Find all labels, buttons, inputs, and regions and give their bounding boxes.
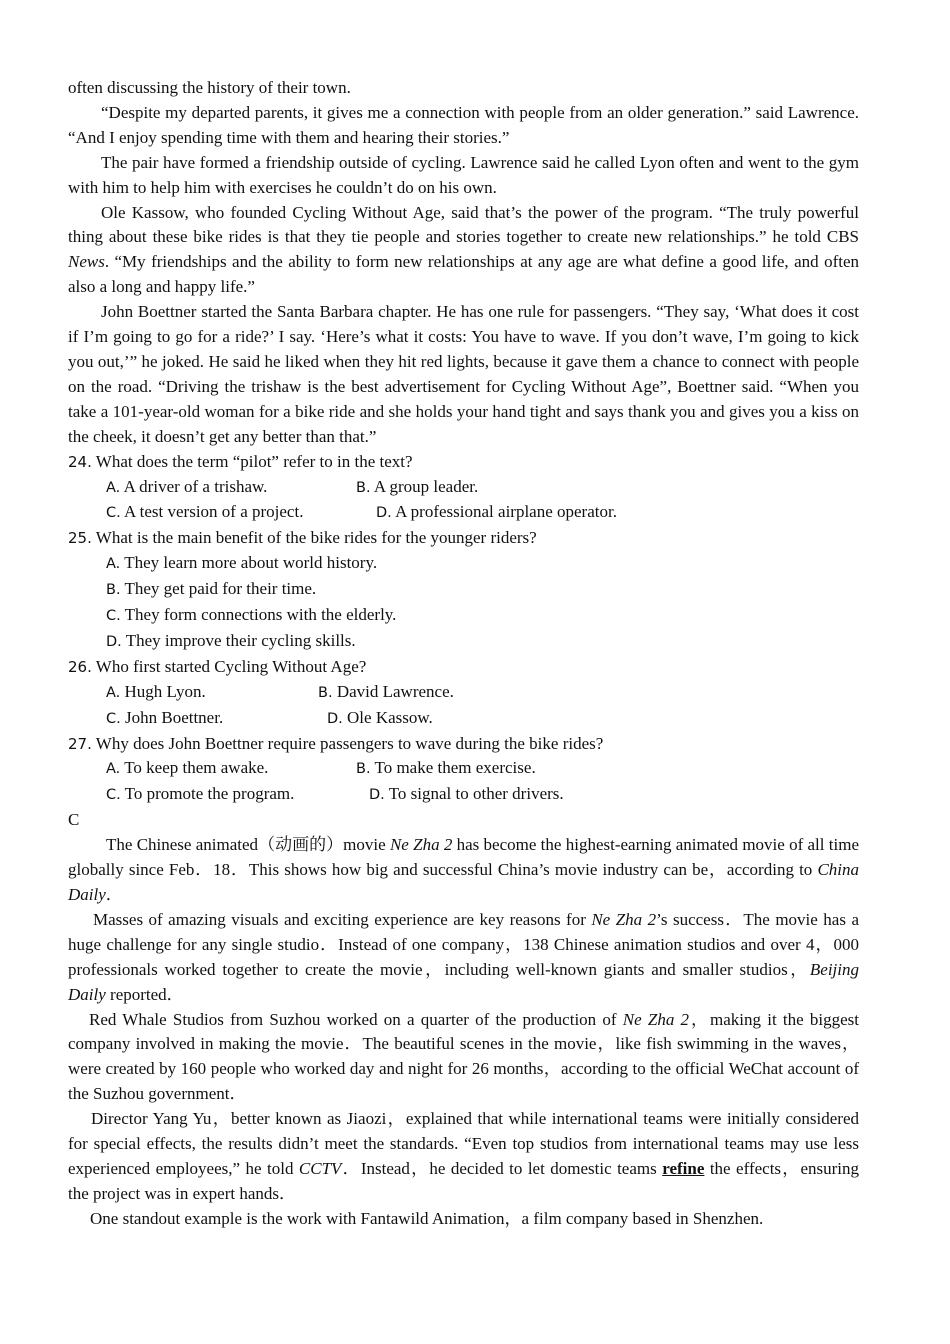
text-run: reported． (105, 984, 184, 1004)
option-text: Hugh Lyon. (120, 681, 206, 701)
paragraph: One standout example is the work with Fantawild Animation，a film company based in Shenzhen. (90, 1208, 764, 1228)
option-letter: A. (106, 556, 121, 573)
text-run: ．Instead，he decided to let domestic teams (341, 1158, 663, 1178)
option-c[interactable] (106, 603, 859, 629)
question-number: 27. (68, 734, 92, 753)
option-letter: A. (106, 761, 121, 778)
film-title: Ne Zha 2 (622, 1009, 690, 1029)
option-letter: B. (106, 582, 121, 599)
option-d[interactable] (369, 782, 564, 808)
options-25 (68, 551, 859, 655)
option-c[interactable] (106, 500, 376, 526)
option-a[interactable] (106, 475, 356, 501)
section-heading: C (68, 810, 80, 830)
option-letter: D. (369, 787, 385, 804)
question-25 (68, 526, 859, 551)
option-text: To keep them awake. (120, 758, 269, 778)
text-run: Masses of amazing visuals and exciting experience are key reasons for (93, 909, 592, 929)
question-26 (68, 655, 859, 680)
paragraph (68, 1107, 859, 1207)
option-text: To make them exercise. (370, 758, 536, 778)
source-name: News (68, 252, 105, 272)
option-text: A test version of a project. (120, 502, 304, 522)
option-text: A group leader. (370, 476, 479, 496)
text-run: the effects，ensuring the project was in expert hands． (68, 1158, 859, 1203)
source-name: Beijing Daily (68, 959, 859, 1004)
options-26 (68, 680, 859, 732)
document-page (68, 76, 859, 1232)
option-letter: B. (356, 479, 371, 496)
paragraph (68, 833, 859, 908)
text-run: has become the highest-earning animated movie of all time globally since Feb．18．This shows how big and successful China’s movie industry can be，according to (68, 835, 859, 880)
option-b[interactable] (106, 577, 859, 603)
option-letter: A. (106, 479, 121, 496)
option-b[interactable] (356, 756, 536, 782)
paragraph: John Boettner started the Santa Barbara chapter. He has one rule for passengers. “They say, ‘What does it cost if I’m going to go for a ride?’ I say. ‘Here’s what it costs: You have to wave. If you don’t wave, I’m going to kick you out,’” he joked. He said he liked when they hit red lights, because it gave them a chance to connect with people on the road. “Driving the trishaw is the best advertisement for Cycling Without Age”, Boettner said. “When you take a 101-year-old woman for a bike ride and she holds your hand tight and says thank you and gives you a kiss on the cheek, it doesn’t get any better than that.” (68, 302, 859, 446)
text-run: ． (105, 885, 123, 904)
text-run: . “My friendships and the ability to form new relationships at any age are what define a good life, and often also a long and happy life.” (68, 252, 859, 297)
option-d[interactable] (376, 500, 617, 526)
option-text: They improve their cycling skills. (121, 630, 356, 650)
text-run: The Chinese animated（动画的）movie (106, 835, 390, 855)
question-number: 26. (68, 657, 92, 676)
underlined-word: refine (662, 1158, 705, 1178)
option-text: A driver of a trishaw. (120, 476, 268, 496)
options-27 (68, 756, 859, 808)
option-text: To promote the program. (120, 784, 295, 804)
paragraph: often discussing the history of their town. (68, 78, 351, 97)
option-text: They form connections with the elderly. (120, 605, 397, 625)
source-name: China Daily (68, 860, 859, 904)
option-text: They learn more about world history. (120, 553, 378, 573)
question-24 (68, 450, 859, 475)
option-text: To signal to other drivers. (384, 784, 564, 804)
option-text: John Boettner. (120, 707, 224, 727)
option-a[interactable] (106, 756, 356, 782)
question-number: 25. (68, 529, 92, 548)
text-run: ，making it the biggest company involved in making the movie．The beautiful scenes in the movie，like fish swimming in the waves， were created by 160 people who worked day and night for 26 months，according to the official WeChat account of the Suzhou government． (68, 1009, 859, 1104)
question-text: Who first started Cycling Without Age? (91, 656, 367, 676)
option-text: David Lawrence. (332, 681, 454, 701)
paragraph: “Despite my departed parents, it gives me a connection with people from an older generation.” said Lawrence. “And I enjoy spending time with them and hearing their stories.” (68, 102, 859, 147)
text-run: Ole Kassow, who founded Cycling Without Age, said that’s the power of the program. “The truly powerful thing about these bike rides is that they tie people and stories together to create new relationships.” he told CBS (68, 202, 859, 247)
question-text: Why does John Boettner require passengers to wave during the bike rides? (91, 733, 604, 753)
film-title: Ne Zha 2 (591, 909, 657, 929)
paragraph (68, 201, 859, 301)
option-letter: A. (106, 684, 121, 701)
option-d[interactable] (327, 706, 433, 732)
film-title: Ne Zha 2 (389, 835, 453, 855)
text-run: Director Yang Yu，better known as Jiaozi，explained that while international teams were initially considered for special effects, the results didn’t meet the standards. “Even top studios from international teams may use less experienced employees,” he told (68, 1109, 859, 1178)
question-27 (68, 732, 859, 757)
option-letter: B. (318, 684, 333, 701)
option-b[interactable] (356, 475, 478, 501)
option-c[interactable] (106, 782, 369, 808)
option-b[interactable] (318, 680, 454, 706)
text-run: ’s success．The movie has a huge challenge for any single studio．Instead of one company，138 Chinese animation studios and over 4，000 professionals worked together to create the movie，including well-known giants and smaller studios， (68, 909, 859, 979)
option-letter: D. (376, 505, 392, 522)
options-24 (68, 475, 859, 527)
paragraph: The pair have formed a friendship outside of cycling. Lawrence said he called Lyon often and went to the gym with him to help him with exercises he couldn’t do on his own. (68, 152, 859, 197)
text-run: Red Whale Studios from Suzhou worked on a quarter of the production of (89, 1009, 623, 1029)
question-text: What is the main benefit of the bike rides for the younger riders? (91, 528, 537, 548)
paragraph (68, 1008, 859, 1108)
option-letter: D. (327, 710, 343, 727)
option-a[interactable] (106, 680, 318, 706)
question-number: 24. (68, 452, 92, 471)
source-name: CCTV (298, 1158, 342, 1178)
option-text: They get paid for their time. (120, 579, 317, 599)
option-letter: C. (106, 608, 121, 625)
option-a[interactable] (106, 551, 859, 577)
option-d[interactable] (106, 629, 859, 655)
paragraph (68, 908, 859, 1008)
question-text: What does the term “pilot” refer to in the text? (91, 451, 413, 471)
option-letter: C. (106, 787, 121, 804)
option-letter: B. (356, 761, 371, 778)
option-text: Ole Kassow. (342, 707, 433, 727)
option-letter: D. (106, 633, 122, 650)
option-letter: C. (106, 505, 121, 522)
option-c[interactable] (106, 706, 327, 732)
option-letter: C. (106, 710, 121, 727)
option-text: A professional airplane operator. (391, 502, 617, 522)
